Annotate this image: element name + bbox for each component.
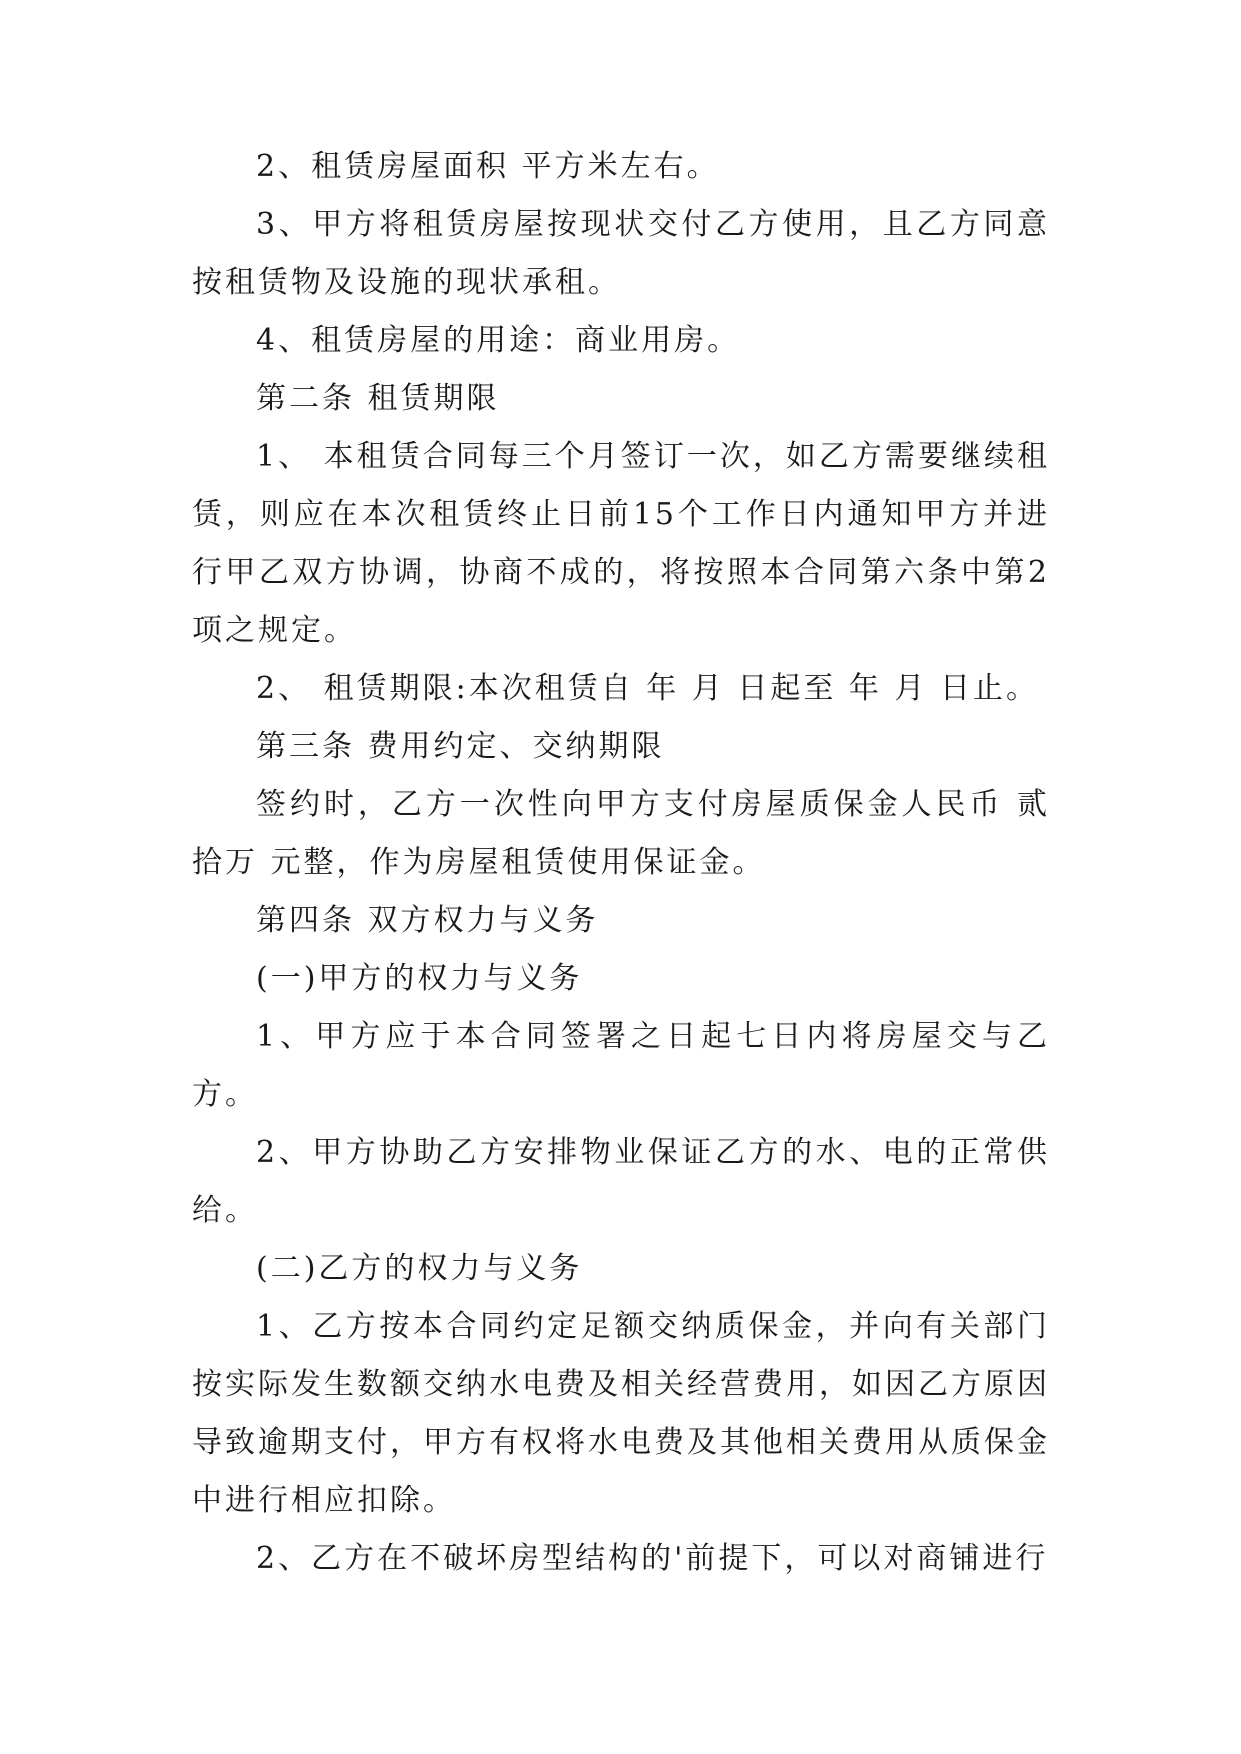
paragraph-deposit: 签约时，乙方一次性向甲方支付房屋质保金人民币 贰拾万 元整，作为房屋租赁使用保证金。 [192,787,1050,880]
paragraph-usage: 4、租赁房屋的用途：商业用房。 [256,323,741,358]
paragraph-party-a-utilities: 2、甲方协助乙方安排物业保证乙方的水、电的正常供给。 [192,1135,1050,1228]
paragraph-area: 2、租赁房屋面积 平方米左右。 [256,149,720,184]
paragraph-party-b-payment: 1、乙方按本合同约定足额交纳质保金，并向有关部门按实际发生数额交纳水电费及相关经营费用，如因乙方原因导致逾期支付，甲方有权将水电费及其他相关费用从质保金中进行相应扣除。 [192,1309,1050,1518]
paragraph-party-a-delivery: 1、甲方应于本合同签署之日起七日内将房屋交与乙方。 [192,1019,1050,1112]
heading-article-2: 第二条 租赁期限 [256,381,500,416]
paragraph-lease-term: 2、 租赁期限:本次租赁自 年 月 日起至 年 月 日止。 [256,671,1039,706]
paragraph-party-b-renovation: 2、乙方在不破坏房型结构的'前提下，可以对商铺进行 [256,1541,1049,1576]
subheading-party-a: (一)甲方的权力与义务 [256,961,583,996]
paragraph-handover-status: 3、甲方将租赁房屋按现状交付乙方使用，且乙方同意按租赁物及设施的现状承租。 [192,207,1050,300]
heading-article-4: 第四条 双方权力与义务 [256,903,599,938]
subheading-party-b: (二)乙方的权力与义务 [256,1251,583,1286]
heading-article-3: 第三条 费用约定、交纳期限 [256,729,665,764]
paragraph-renewal: 1、 本租赁合同每三个月签订一次，如乙方需要继续租赁，则应在本次租赁终止日前15个工作日内通知甲方并进行甲乙双方协调，协商不成的，将按照本合同第六条中第2项之规定。 [192,439,1050,648]
document-body [192,138,1050,1588]
